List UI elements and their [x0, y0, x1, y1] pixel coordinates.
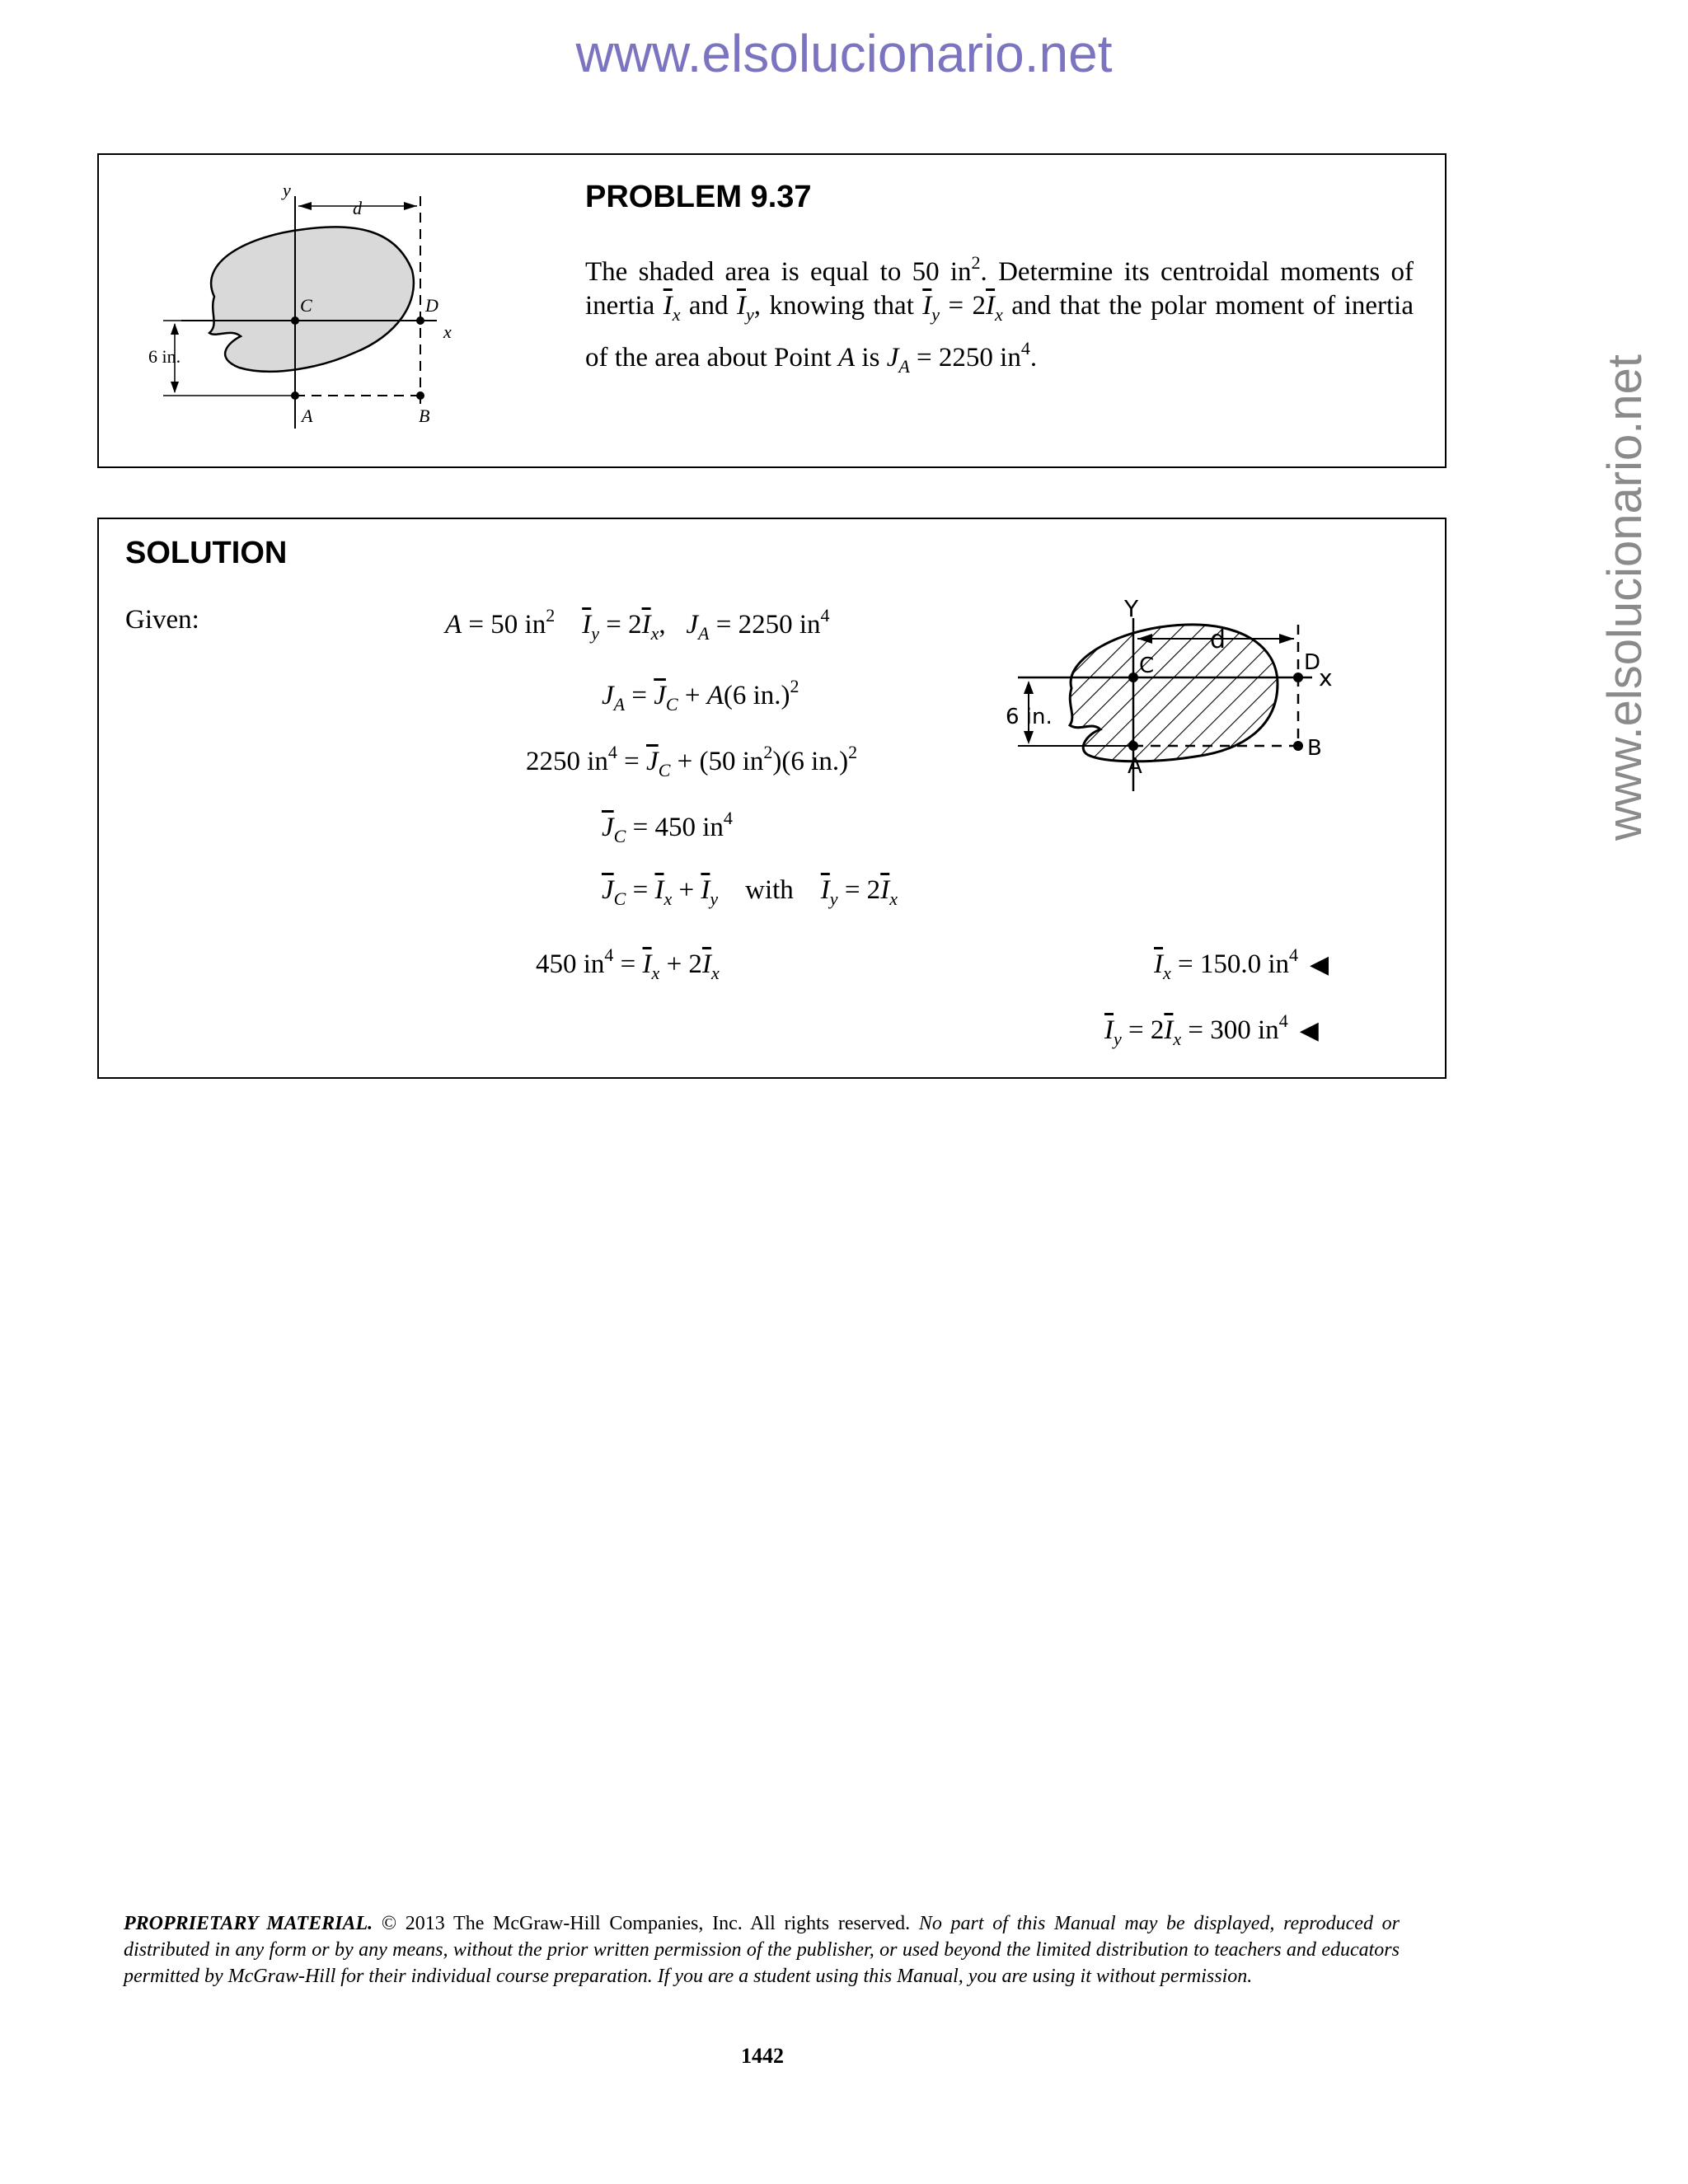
page-number: 1442 [741, 2044, 784, 2068]
label-y: Y [1124, 595, 1139, 622]
watermark-side: www.elsolucionario.net [1598, 354, 1652, 841]
point-c [1128, 673, 1138, 682]
hatched-area [1070, 625, 1278, 762]
eq-450: 450 $in^4 = \overline{I}_x + 2\overline{I}_x$ [536, 944, 720, 983]
point-b [416, 391, 424, 400]
label-six-in: 6 in. [148, 346, 181, 367]
given-equation: A = 50 $in^2$ $\overline{I}_y = 2\overline{I}_x$, $J_A = 2250$ $in^4$ [445, 605, 830, 644]
label-a: A [1128, 754, 1142, 779]
label-c: C [300, 295, 312, 316]
point-c [291, 316, 299, 325]
label-c: C [1139, 654, 1155, 678]
label-a: A [302, 405, 313, 426]
label-b: B [419, 405, 430, 426]
point-d [1293, 673, 1303, 682]
problem-title: PROBLEM 9.37 [585, 180, 812, 214]
point-a [1128, 741, 1138, 751]
point-b [1293, 741, 1303, 751]
solution-title: SOLUTION [125, 536, 288, 570]
eq-jc-sum: $\overline{J}_C = \overline{I}_x + \overline{I}_y$ with $\overline{I}_y = 2\overline{I}_x$ [602, 875, 898, 909]
label-x: x [1319, 664, 1333, 691]
footer-notice [124, 1910, 1400, 1990]
point-d [416, 316, 424, 325]
answer-iy: $\overline{I}_y = 2\overline{I}_x = 300$ $in^4$ ◀ [1104, 1010, 1319, 1049]
answer-ix: $\overline{I}_x = 150.0$ $in^4$ ◀ [1154, 944, 1329, 983]
label-b: B [1307, 736, 1322, 761]
eq-jc: $\overline{J}_C = 450$ $in^4$ [602, 808, 733, 846]
label-d-point: D [425, 295, 438, 316]
given-label: Given: [125, 605, 199, 635]
label-y: y [283, 180, 291, 200]
solution-box [97, 518, 1447, 1079]
eq-substitution: 2250 $in^4 = \overline{J}_C + (50$ $in^2)(6$ in.)$^2$ [526, 742, 858, 780]
problem-statement: The shaded area is equal to 50 $in^2$. Determine its centroidal moments of inertia $\overline{I}_x$ and $\overline{I}_y$, knowing that $\overline{I}_y = 2\overline{I}_x$ and that the polar moment of inertia of the area about Point A is $J_A = 2250$ $in^4$. [585, 252, 1414, 377]
footer-bold: PROPRIETARY MATERIAL. [124, 1913, 373, 1934]
label-six-in: 6 in. [1006, 705, 1053, 729]
label-x: x [443, 321, 452, 342]
solution-figure [1006, 593, 1500, 816]
label-d-point: D [1304, 650, 1321, 675]
footer-normal: © 2013 The McGraw-Hill Companies, Inc. All rights reserved. [373, 1913, 911, 1934]
watermark-top: www.elsolucionario.net [575, 24, 1113, 83]
problem-figure [148, 171, 610, 452]
eq-parallel-axis: $J_A = \overline{J}_C + A(6$ in.)$^2$ [602, 676, 799, 715]
problem-box [97, 153, 1447, 468]
label-d: d [353, 198, 362, 218]
label-d: d [1210, 626, 1226, 654]
point-a [291, 391, 299, 400]
footer-italic: No part of this Manual may be displayed, reproduced or distributed in any form or by any means, without the prior written permission of the publisher, or used beyond the limited distribution to teachers and educators permitted by McGraw-Hill for their individual course preparation. If you are a student using this Manual, you are using it without permission. [124, 1913, 1400, 1987]
